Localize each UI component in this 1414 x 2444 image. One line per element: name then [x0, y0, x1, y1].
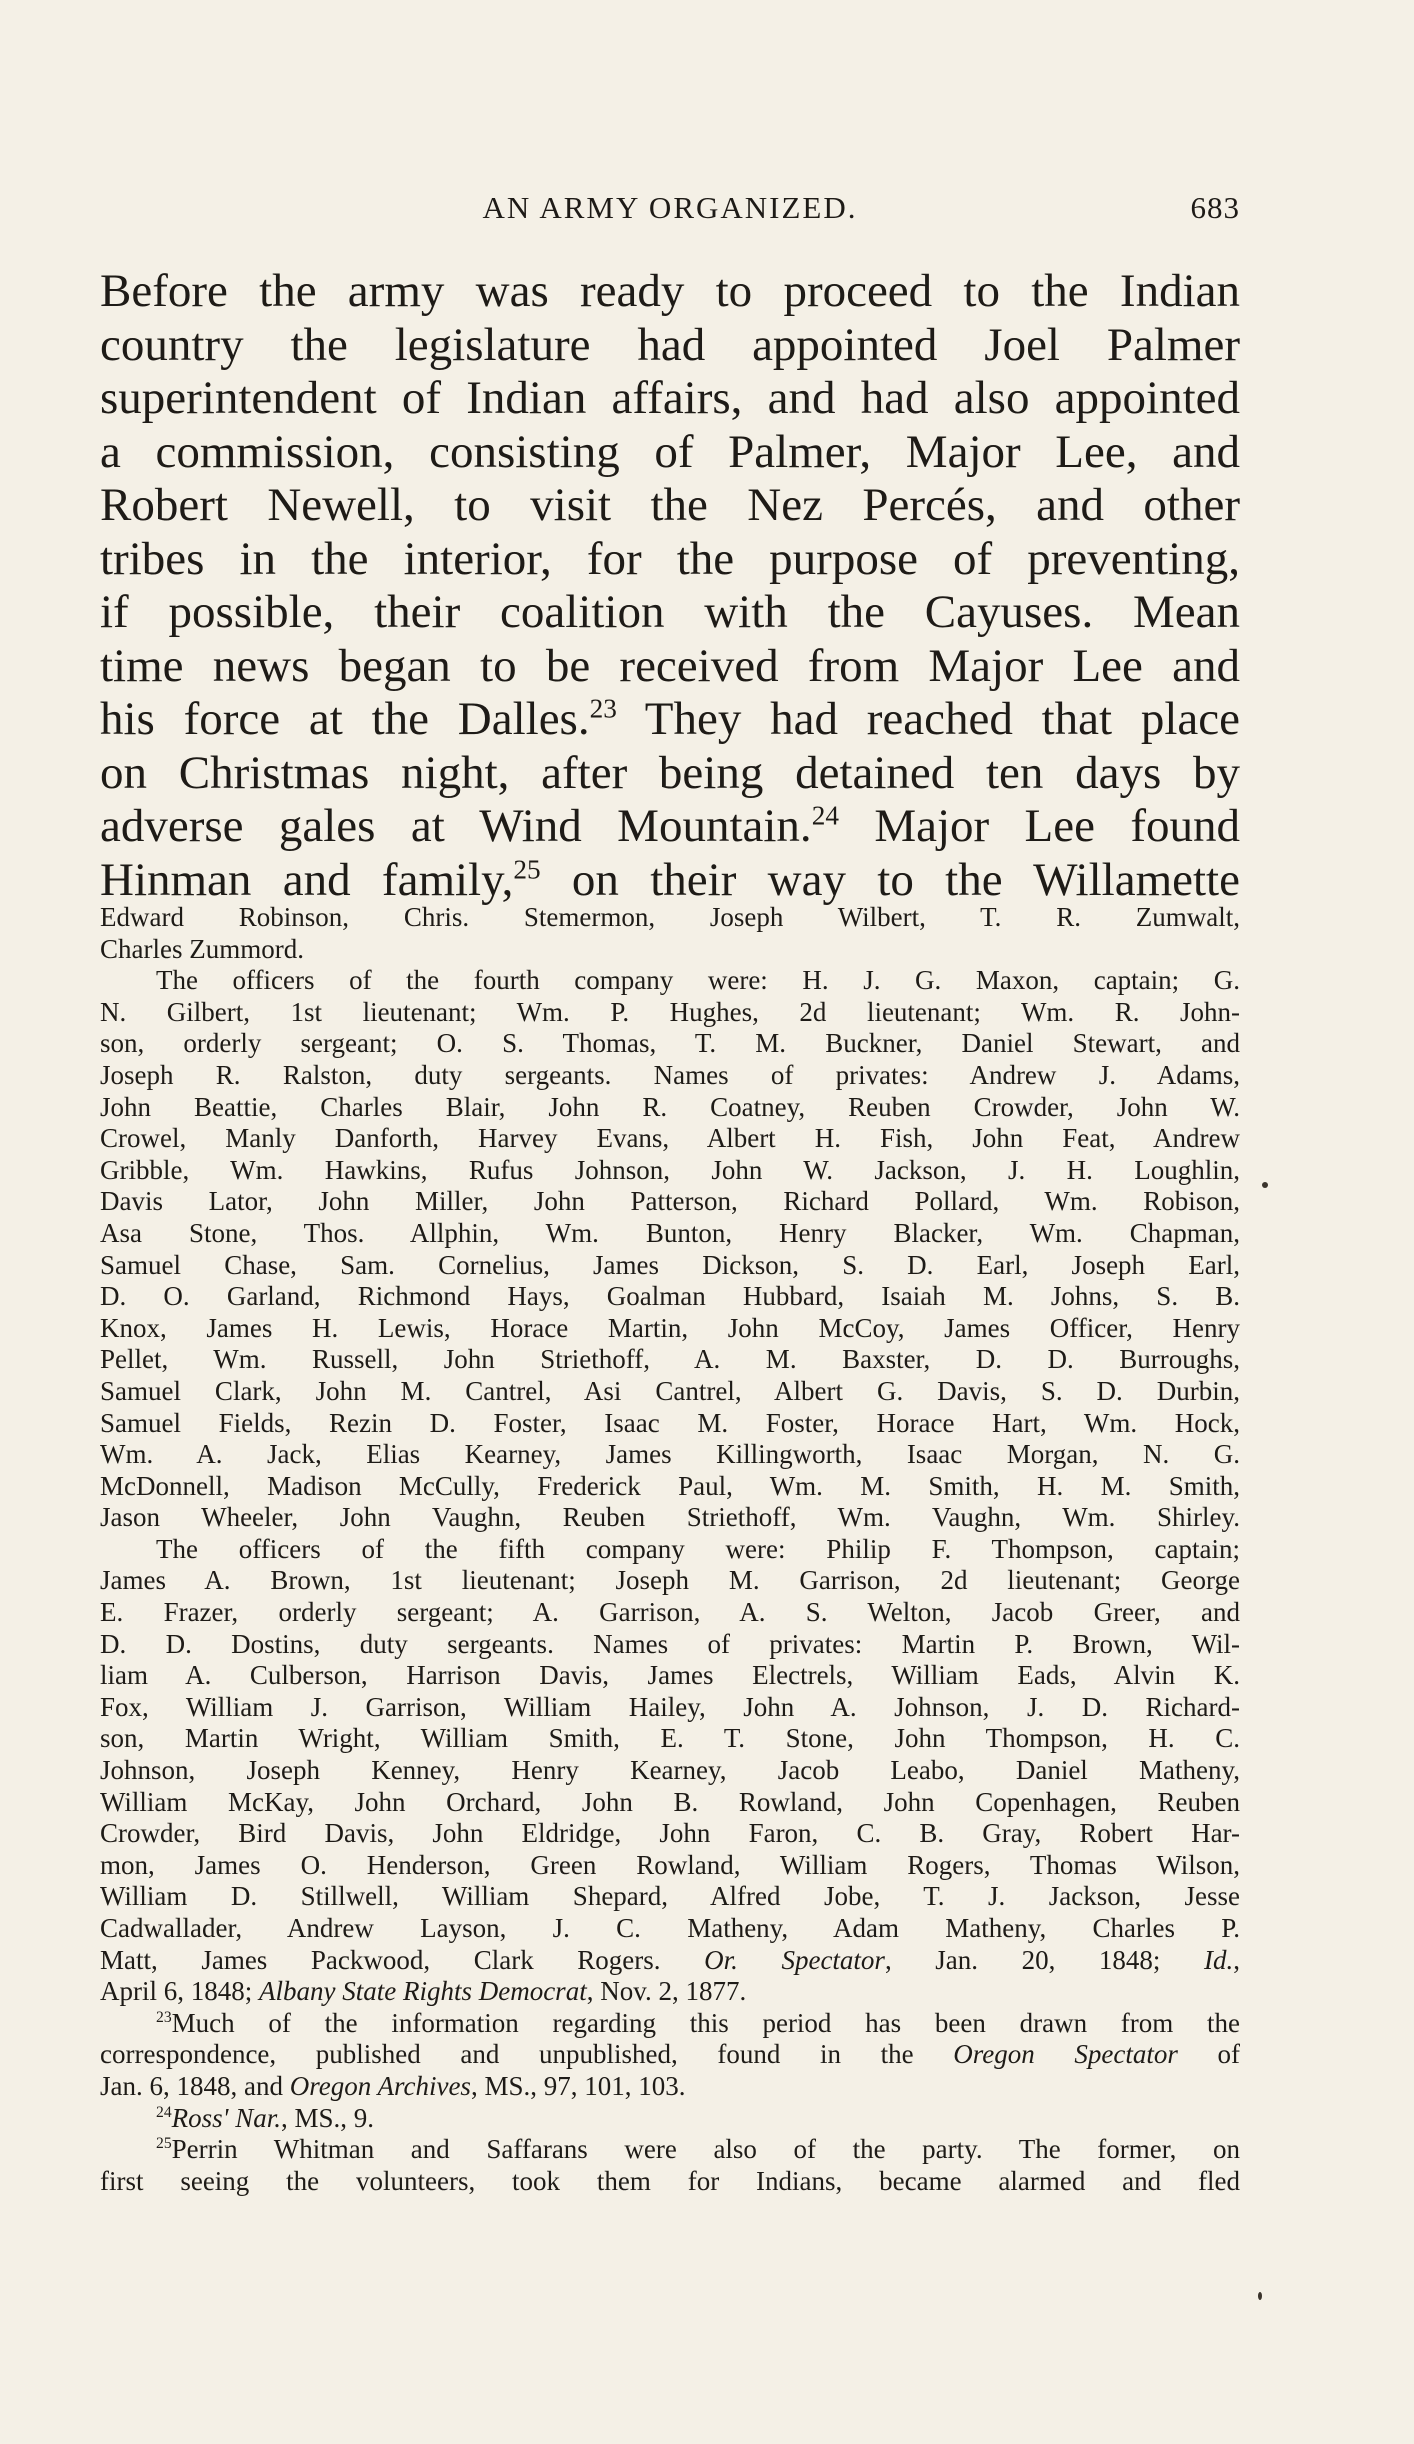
footnote-line: Johnson, Joseph Kenney, Henry Kearney, Jacob Leabo, Daniel Matheny, [100, 1755, 1240, 1786]
footnote-line: Knox, James H. Lewis, Horace Martin, John McCoy, James Officer, Henry [100, 1312, 1240, 1343]
main-text-line [100, 693, 1240, 747]
footnote-line [100, 2008, 1240, 2040]
footnote-line [100, 2134, 1240, 2166]
footnote-line: Asa Stone, Thos. Allphin, Wm. Bunton, Henry Blacker, Wm. Chapman, [100, 1217, 1240, 1248]
margin-speck [1262, 1182, 1268, 1188]
footnote-line: William McKay, John Orchard, John B. Rowland, John Copenhagen, Reuben [100, 1786, 1240, 1817]
running-head [100, 190, 1240, 240]
footnote-line: D. O. Garland, Richmond Hays, Goalman Hubbard, Isaiah M. Johns, S. B. [100, 1281, 1240, 1312]
main-text-line: country the legislature had appointed Joel Palmer [100, 318, 1240, 371]
footnote-citation: Albany State Rights Democrat [259, 1976, 587, 2007]
footnote-marker-23: 23 [156, 2008, 172, 2026]
footnote-line: son, Martin Wright, William Smith, E. T. Stone, John Thompson, H. C. [100, 1723, 1240, 1754]
footnote-ref-23: 23 [589, 693, 617, 724]
footnote-line: Fox, William J. Garrison, William Hailey, John A. Johnson, J. D. Richard- [100, 1691, 1240, 1722]
main-text-fragment: on their way to the Willamette [571, 853, 1240, 906]
footnote-line: Samuel Chase, Sam. Cornelius, James Dickson, S. D. Earl, Joseph Earl, [100, 1249, 1240, 1280]
footnote-citation: Id. [1204, 1944, 1234, 1975]
footnote-line [100, 2071, 1240, 2103]
footnote-fragment: , Nov. 2, 1877. [586, 1976, 747, 2007]
footnote-line: Joseph R. Ralston, duty sergeants. Names of privates: Andrew J. Adams, [100, 1059, 1240, 1090]
footnote-line [100, 2039, 1240, 2071]
footnote-line: E. Frazer, orderly sergeant; A. Garrison, A. S. Welton, Jacob Greer, and [100, 1597, 1240, 1628]
footnote-fragment: April 6, 1848; [100, 1976, 253, 2007]
main-text-line: superintendent of Indian affairs, and had also appointed [100, 372, 1240, 424]
main-text-line [100, 854, 1240, 908]
main-text-line: time news began to be received from Major Lee and [100, 639, 1240, 692]
footnote-fragment: , MS., 9. [280, 2102, 374, 2133]
footnote-line [100, 2103, 1240, 2135]
main-text [100, 265, 1240, 907]
footnote-fragment: Jan. 6, 1848, and [100, 2070, 283, 2101]
footnote-marker-25: 25 [156, 2135, 172, 2153]
main-text-line: Robert Newell, to visit the Nez Percés, and other [100, 479, 1240, 531]
main-text-fragment: They had reached that place [644, 693, 1240, 745]
footnote-line: The officers of the fourth company were: H. J. G. Maxon, captain; G. [156, 965, 1240, 996]
footnote-line: Samuel Clark, John M. Cantrel, Asi Cantrel, Albert G. Davis, S. D. Durbin, [100, 1375, 1240, 1406]
footnote-line: Crowel, Manly Danforth, Harvey Evans, Albert H. Fish, John Feat, Andrew [100, 1123, 1240, 1154]
footnote-line: William D. Stillwell, William Shepard, Alfred Jobe, T. J. Jackson, Jesse [100, 1881, 1240, 1912]
page-number: 683 [1190, 190, 1240, 225]
main-text-line [100, 800, 1240, 854]
footnote-line [100, 1945, 1240, 1977]
footnote-line: Jason Wheeler, John Vaughn, Reuben Striethoff, Wm. Vaughn, Wm. Shirley. [100, 1502, 1240, 1533]
footnote-fragment: , MS., 97, 101, 103. [470, 2070, 686, 2101]
footnote-fragment: of [1217, 2039, 1241, 2070]
footnote-fragment: , Jan. 20, 1848; [884, 1944, 1161, 1975]
main-text-fragment: his force at the Dalles. [100, 693, 590, 745]
main-text-fragment: Hinman and family, [100, 853, 514, 906]
footnote-line: James A. Brown, 1st lieutenant; Joseph M. Garrison, 2d lieutenant; George [100, 1565, 1240, 1596]
footnote-citation: Oregon Spectator [953, 2039, 1178, 2070]
footnote-line: Pellet, Wm. Russell, John Striethoff, A. M. Baxster, D. D. Burroughs, [100, 1344, 1240, 1375]
footnote-marker-24: 24 [156, 2103, 172, 2121]
footnote-fragment: , [1233, 1944, 1241, 1975]
footnote-line: son, orderly sergeant; O. S. Thomas, T. M. Buckner, Daniel Stewart, and [100, 1028, 1240, 1059]
main-text-line: tribes in the interior, for the purpose of preventing, [100, 532, 1240, 585]
footnote-ref-24: 24 [811, 800, 839, 831]
footnote-line: Davis Lator, John Miller, John Patterson, Richard Pollard, Wm. Robison, [100, 1186, 1240, 1217]
footnote-line: N. Gilbert, 1st lieutenant; Wm. P. Hughes, 2d lieutenant; Wm. R. John- [100, 996, 1240, 1027]
footnote-line: The officers of the fifth company were: Philip F. Thompson, captain; [156, 1533, 1240, 1564]
footnotes [100, 902, 1240, 2197]
footnote-citation: Oregon Archives [289, 2070, 471, 2101]
footnote-line: Samuel Fields, Rezin D. Foster, Isaac M. Foster, Horace Hart, Wm. Hock, [100, 1407, 1240, 1438]
footnote-line: Edward Robinson, Chris. Stemermon, Joseph Wilbert, T. R. Zumwalt, [100, 902, 1240, 932]
footnote-fragment: correspondence, published and unpublished, found in the [100, 2039, 914, 2070]
footnote-line: Crowder, Bird Davis, John Eldridge, John Faron, C. B. Gray, Robert Har- [100, 1818, 1240, 1849]
footnote-fragment: Matt, James Packwood, Clark Rogers. [100, 1944, 661, 1975]
main-text-fragment: Major Lee found [874, 800, 1240, 852]
footnote-line: Charles Zummord. [100, 933, 304, 964]
footnote-line [100, 1976, 1240, 2008]
footnote-line: Wm. A. Jack, Elias Kearney, James Killingworth, Isaac Morgan, N. G. [100, 1439, 1240, 1470]
margin-speck [1258, 2292, 1262, 2300]
footnote-line: Gribble, Wm. Hawkins, Rufus Johnson, John W. Jackson, J. H. Loughlin, [100, 1154, 1240, 1185]
main-text-line: if possible, their coalition with the Cayuses. Mean [100, 586, 1240, 638]
footnote-line: Cadwallader, Andrew Layson, J. C. Matheny, Adam Matheny, Charles P. [100, 1913, 1240, 1943]
running-head-title: AN ARMY ORGANIZED. [482, 190, 858, 225]
footnote-citation: Ross' Nar. [171, 2102, 281, 2133]
footnote-fragment: Much of the information regarding this period has been drawn from the [171, 2007, 1240, 2038]
footnote-line: John Beattie, Charles Blair, John R. Coatney, Reuben Crowder, John W. [100, 1091, 1240, 1122]
footnote-line: mon, James O. Henderson, Green Rowland, William Rogers, Thomas Wilson, [100, 1849, 1240, 1880]
footnote-ref-25: 25 [513, 853, 541, 884]
footnote-line: liam A. Culberson, Harrison Davis, James Electrels, William Eads, Alvin K. [100, 1660, 1240, 1691]
footnote-fragment: Perrin Whitman and Saffarans were also of the party. The former, on [171, 2134, 1240, 2165]
footnote-line: first seeing the volunteers, took them for Indians, became alarmed and fled [100, 2165, 1240, 2196]
footnote-line: D. D. Dostins, duty sergeants. Names of privates: Martin P. Brown, Wil- [100, 1628, 1240, 1659]
main-text-line: on Christmas night, after being detained ten days by [100, 746, 1240, 799]
footnote-citation: Or. Spectator [704, 1944, 885, 1975]
main-text-line: Before the army was ready to proceed to the Indian [100, 265, 1240, 317]
main-text-fragment: adverse gales at Wind Mountain. [100, 800, 812, 852]
main-text-line: a commission, consisting of Palmer, Major Lee, and [100, 425, 1240, 478]
footnote-line: McDonnell, Madison McCully, Frederick Paul, Wm. M. Smith, H. M. Smith, [100, 1470, 1240, 1501]
